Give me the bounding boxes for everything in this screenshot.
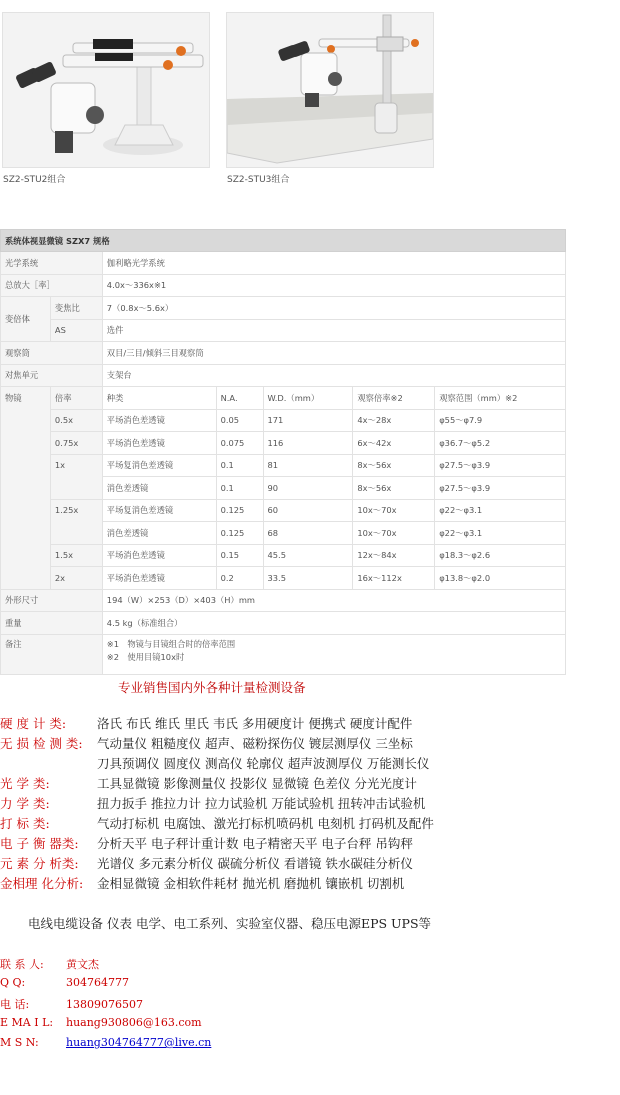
objective-cell: 10x～70x: [353, 522, 435, 545]
objective-cell: φ27.5～φ3.9: [435, 454, 566, 477]
objective-cell: φ22～φ3.1: [435, 522, 566, 545]
objective-header: 倍率: [50, 387, 102, 410]
ad-category: [0, 834, 413, 854]
spec-sublabel: AS: [50, 319, 102, 342]
spec-label: 重量: [1, 612, 103, 635]
objective-cell: 45.5: [263, 544, 353, 567]
spec-table: [0, 229, 566, 675]
objective-cell: 消色差透镜: [102, 522, 216, 545]
ad-slogan: 专业销售国内外各种计量检测设备: [118, 680, 306, 695]
objective-row: [1, 567, 566, 590]
objective-cell: 1.5x: [50, 544, 102, 567]
remark-note-1: ※1 物镜与目镜组合时的倍率范围: [106, 638, 236, 649]
microscope-stu2-image: [3, 13, 209, 167]
category-key: 金相理 化分析:: [0, 876, 84, 891]
photo-caption-stu2: SZ2-STU2组合: [3, 175, 66, 185]
contact-msn: [0, 1036, 211, 1049]
category-value: 金相显微镜 金相软件耗材 抛光机 磨抛机 镶嵌机 切割机: [97, 876, 405, 891]
microscope-stu3-image: [227, 13, 433, 167]
spec-value: 选件: [102, 319, 565, 342]
remark-note-2: ※2 使用目镜10x时: [106, 651, 185, 662]
ad-category: [0, 714, 412, 734]
category-key: 元 素 分 析类:: [0, 856, 79, 871]
ad-category: [0, 874, 404, 894]
objective-cell: 116: [263, 432, 353, 455]
contact-key: 联 系 人:: [0, 958, 44, 971]
objective-cell: φ36.7～φ5.2: [435, 432, 566, 455]
photo-caption-stu3: SZ2-STU3组合: [227, 175, 290, 185]
category-value: 洛氏 布氏 维氏 里氏 韦氏 多用硬度计 便携式 硬度计配件: [97, 716, 413, 731]
objective-header: N.A.: [216, 387, 263, 410]
ad-category: [0, 814, 434, 834]
spec-value: 伽利略光学系统: [102, 252, 565, 275]
spec-label: 物镜: [1, 387, 51, 590]
spec-value: 4.0x～336x※1: [102, 274, 565, 297]
category-value: 光谱仪 多元素分析仪 碳硫分析仪 看谱镜 铁水碳硅分析仪: [97, 856, 413, 871]
spec-row-remarks: [1, 634, 566, 674]
objective-cell: 0.1: [216, 477, 263, 500]
spec-label: 外形尺寸: [1, 589, 103, 612]
product-photo-stu3: [226, 12, 434, 168]
objective-header: 种类: [102, 387, 216, 410]
objective-header: 观察范围（mm）※2: [435, 387, 566, 410]
spec-row-objective-header: [1, 387, 566, 410]
contact-value: huang930806@163.com: [66, 1016, 202, 1029]
contact-key: Q Q:: [0, 976, 26, 989]
objective-cell: 平场消色差透镜: [102, 544, 216, 567]
objective-cell: φ22～φ3.1: [435, 499, 566, 522]
category-key: 硬 度 计 类:: [0, 716, 67, 731]
spec-value: 双目/三目/倾斜三目观察筒: [102, 342, 565, 365]
category-value: 气动打标机 电腐蚀、激光打标机喷码机 电刻机 打码机及配件: [97, 816, 434, 831]
contact-qq: [0, 976, 129, 989]
objective-cell: 8x～56x: [353, 477, 435, 500]
objective-cell: 0.1: [216, 454, 263, 477]
category-value: 扭力扳手 推拉力计 拉力试验机 万能试验机 扭转冲击试验机: [97, 796, 426, 811]
category-key: 力 学 类:: [0, 796, 50, 811]
objective-cell: 68: [263, 522, 353, 545]
spec-sublabel: 变焦比: [50, 297, 102, 320]
objective-cell: 0.125: [216, 522, 263, 545]
category-key: 打 标 类:: [0, 816, 50, 831]
product-photo-stu2: [2, 12, 210, 168]
contact-person: [0, 956, 99, 972]
ad-category: [0, 854, 413, 874]
spec-row-tube: [1, 342, 566, 365]
objective-row: [1, 432, 566, 455]
ad-category: [0, 774, 417, 794]
objective-cell: 平场消色差透镜: [102, 432, 216, 455]
objective-row: [1, 544, 566, 567]
ad-category: [0, 794, 425, 814]
category-key: 无 损 检 测 类:: [0, 736, 83, 751]
objective-cell: 消色差透镜: [102, 477, 216, 500]
spec-row-zoom-as: [1, 319, 566, 342]
spec-row-weight: [1, 612, 566, 635]
objective-cell: φ18.3～φ2.6: [435, 544, 566, 567]
objective-cell: 12x～84x: [353, 544, 435, 567]
objective-cell: 60: [263, 499, 353, 522]
ad-category: [0, 734, 413, 754]
contact-phone: [0, 996, 143, 1012]
spec-value: 支架台: [102, 364, 565, 387]
objective-cell: 1x: [50, 454, 102, 499]
objective-cell: 平场消色差透镜: [102, 409, 216, 432]
objective-header: W.D.（mm）: [263, 387, 353, 410]
category-key: 电 子 衡 器类:: [0, 836, 79, 851]
contact-key: M S N:: [0, 1036, 39, 1049]
objective-cell: 0.2: [216, 567, 263, 590]
spec-label: 总放大［率］: [1, 274, 103, 297]
objective-cell: 2x: [50, 567, 102, 590]
contact-key: 电 话:: [0, 998, 30, 1011]
spec-label: 光学系统: [1, 252, 103, 275]
ad-category: [0, 754, 429, 774]
objective-cell: 0.05: [216, 409, 263, 432]
objective-cell: 16x～112x: [353, 567, 435, 590]
spec-row-focus: [1, 364, 566, 387]
contact-value: 304764777: [66, 976, 129, 989]
objective-cell: 90: [263, 477, 353, 500]
objective-header: 观察倍率※2: [353, 387, 435, 410]
objective-cell: 10x～70x: [353, 499, 435, 522]
contact-value: 13809076507: [66, 998, 143, 1011]
spec-label: 备注: [1, 634, 103, 674]
spec-row-zoom-ratio: [1, 297, 566, 320]
objective-cell: 平场复消色差透镜: [102, 499, 216, 522]
objective-cell: 平场复消色差透镜: [102, 454, 216, 477]
category-key: 光 学 类:: [0, 776, 50, 791]
objective-cell: φ27.5～φ3.9: [435, 477, 566, 500]
objective-row: [1, 454, 566, 477]
objective-cell: 8x～56x: [353, 454, 435, 477]
contact-email: [0, 1016, 202, 1029]
objective-cell: 6x～42x: [353, 432, 435, 455]
spec-table-title: 系统体视显微镜 SZX7 规格: [1, 230, 566, 252]
spec-value: 7（0.8x～5.6x）: [102, 297, 565, 320]
objective-cell: φ55～φ7.9: [435, 409, 566, 432]
category-value: 分析天平 电子秤计重计数 电子精密天平 电子台秤 吊钩秤: [97, 836, 413, 851]
objective-cell: 33.5: [263, 567, 353, 590]
spec-label: 对焦单元: [1, 364, 103, 387]
spec-row-optical: [1, 252, 566, 275]
msn-link[interactable]: huang304764777@live.cn: [66, 1036, 212, 1049]
objective-cell: 0.15: [216, 544, 263, 567]
objective-cell: 0.5x: [50, 409, 102, 432]
objective-row: [1, 409, 566, 432]
objective-cell: 1.25x: [50, 499, 102, 544]
spec-label: 变倍体: [1, 297, 51, 342]
objective-cell: 0.075: [216, 432, 263, 455]
category-value: 工具显微镜 影像测量仪 投影仪 显微镜 色差仪 分光光度计: [97, 776, 417, 791]
category-value: 刀具预调仪 圆度仪 测高仪 轮廓仪 超声波测厚仪 万能测长仪: [97, 756, 430, 771]
ad-other-products: 电线电缆设备 仪表 电学、电工系列、实验室仪器、稳压电源EPS UPS等: [28, 916, 432, 931]
contact-key: E MA I L:: [0, 1016, 54, 1029]
objective-cell: 0.125: [216, 499, 263, 522]
spec-row-magnification: [1, 274, 566, 297]
objective-cell: 平场消色差透镜: [102, 567, 216, 590]
objective-cell: 171: [263, 409, 353, 432]
spec-row-dimensions: [1, 589, 566, 612]
objective-row: [1, 499, 566, 522]
category-value: 气动量仪 粗糙度仪 超声、磁粉探伤仪 镀层测厚仪 三坐标: [97, 736, 413, 751]
spec-value: 4.5 kg（标准组合）: [102, 612, 565, 635]
objective-cell: φ13.8～φ2.0: [435, 567, 566, 590]
spec-remarks: [102, 634, 565, 674]
objective-cell: 0.75x: [50, 432, 102, 455]
spec-label: 观察筒: [1, 342, 103, 365]
objective-cell: 4x～28x: [353, 409, 435, 432]
contact-value: 黄文杰: [66, 958, 99, 971]
objective-cell: 81: [263, 454, 353, 477]
spec-value: 194（W）×253（D）×403（H）mm: [102, 589, 565, 612]
